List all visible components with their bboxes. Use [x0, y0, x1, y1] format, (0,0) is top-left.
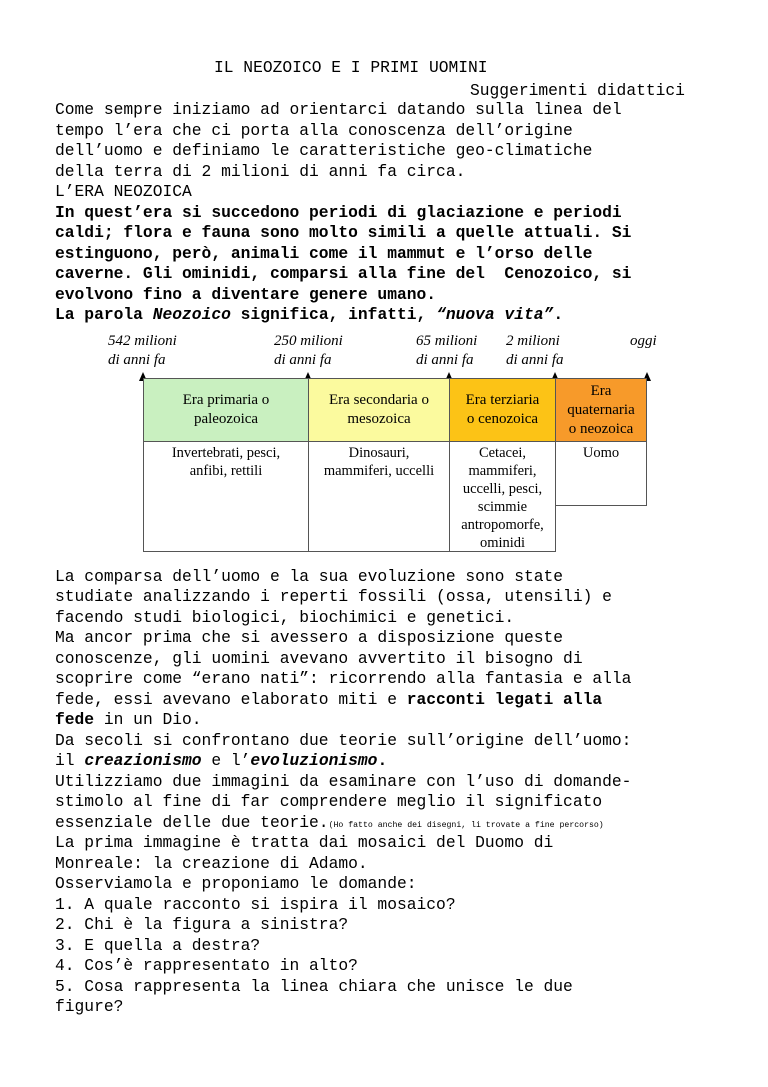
parola-line	[55, 304, 563, 325]
fede-pre: fede, essi avevano elaborato miti e	[55, 690, 407, 709]
teorie-mid: e l’	[201, 751, 251, 770]
timeline-label: oggi	[630, 333, 657, 349]
teorie-end: .	[377, 751, 388, 770]
parola-end: .	[553, 305, 564, 324]
mosaico-line: Monreale: la creazione di Adamo.	[55, 854, 368, 873]
parola-pre: La parola	[55, 305, 153, 324]
bold-line: evolvono fino a diventare genere umano.	[55, 285, 437, 304]
intro-line: dell’uomo e definiamo le caratteristiche geo-climatiche	[55, 141, 593, 160]
bold-line: In quest’era si succedono periodi di glaciazione e periodi	[55, 203, 622, 222]
bold-line: estinguono, però, animali come il mammut e l’orso delle	[55, 244, 593, 263]
body-line: studiate analizzando i reperti fossili (ossa, utensili) e	[55, 587, 612, 606]
timeline-label: 250 milioni di anni fa	[274, 333, 343, 368]
fauna-cell: Cetacei, mammiferi, uccelli, pesci, scimmie antropomorfe, ominidi	[449, 442, 556, 552]
question-item: 3. E quella a destra?	[55, 936, 261, 955]
fauna-cell: Invertebrati, pesci, anfibi, rettili	[143, 442, 309, 552]
page-title: IL NEOZOICO E I PRIMI UOMINI	[214, 58, 488, 77]
body-line: facendo studi biologici, biochimici e genetici.	[55, 608, 515, 627]
question-item: 2. Chi è la figura a sinistra?	[55, 915, 349, 934]
stimolo-line: stimolo al fine di far comprendere meglio il significato	[55, 792, 603, 811]
question-item: figure?	[55, 997, 124, 1016]
page-subtitle: Suggerimenti didattici	[470, 81, 685, 100]
mosaico-line: Osserviamola e proponiamo le domande:	[55, 874, 417, 893]
fede-bold-2: fede	[55, 710, 95, 729]
era-cell: Era quaternaria o neozoica	[555, 378, 647, 442]
teorie-pre: il	[55, 751, 85, 770]
era-timeline-figure	[100, 328, 680, 558]
body-line: scoprire come “erano nati”: ricorrendo alla fantasia e alla	[55, 669, 632, 688]
essenziale-note: (Ho fatto anche dei disegni, li trovate a fine percorso)	[328, 821, 604, 830]
fauna-cell: Uomo	[555, 442, 647, 506]
essenziale-main: essenziale delle due teorie.	[55, 813, 329, 832]
body-line: Ma ancor prima che si avessero a disposizione queste	[55, 628, 564, 647]
intro-line: Come sempre iniziamo ad orientarci datando sulla linea del	[55, 100, 622, 119]
fede-post: in un Dio.	[94, 710, 202, 729]
era-cell: Era primaria o paleozoica	[143, 378, 309, 442]
body-line: conoscenze, gli uomini avevano avvertito il bisogno di	[55, 649, 583, 668]
teorie-line: Da secoli si confrontano due teorie sull’origine dell’uomo:	[55, 731, 632, 750]
question-item: 4. Cos’è rappresentato in alto?	[55, 956, 358, 975]
term-creazionismo: creazionismo	[84, 751, 202, 770]
fede-bold: racconti legati alla	[406, 690, 603, 709]
timeline-label: 2 milioni di anni fa	[506, 333, 564, 368]
question-item: 1. A quale racconto si ispira il mosaico?	[55, 895, 456, 914]
parola-mid: significa, infatti,	[230, 305, 437, 324]
timeline-label: 65 milioni di anni fa	[416, 333, 478, 368]
parola-term: Neozoico	[152, 305, 231, 324]
era-heading: L’ERA NEOZOICA	[55, 182, 192, 201]
fauna-cell: Dinosauri, mammiferi, uccelli	[308, 442, 450, 552]
era-cell: Era terziaria o cenozoica	[449, 378, 556, 442]
bold-line: caldi; flora e fauna sono molto simili a quelle attuali. Si	[55, 223, 632, 242]
mosaico-line: La prima immagine è tratta dai mosaici del Duomo di	[55, 833, 554, 852]
fede-line	[55, 689, 602, 710]
teorie-terms-line	[55, 750, 387, 771]
body-line: La comparsa dell’uomo e la sua evoluzione sono state	[55, 567, 564, 586]
era-table	[143, 378, 647, 553]
parola-quote: “nuova vita”	[436, 305, 554, 324]
era-cell: Era secondaria o mesozoica	[308, 378, 450, 442]
bold-line: caverne. Gli ominidi, comparsi alla fine del Cenozoico, si	[55, 264, 632, 283]
timeline-label: 542 milioni di anni fa	[108, 333, 177, 368]
stimolo-line: Utilizziamo due immagini da esaminare con l’uso di domande-	[55, 772, 632, 791]
intro-line: della terra di 2 milioni di anni fa circa.	[55, 162, 466, 181]
term-evoluzionismo: evoluzionismo	[250, 751, 378, 770]
question-item: 5. Cosa rappresenta la linea chiara che unisce le due	[55, 977, 573, 996]
intro-line: tempo l’era che ci porta alla conoscenza dell’origine	[55, 121, 573, 140]
fede-line-2	[55, 709, 202, 730]
